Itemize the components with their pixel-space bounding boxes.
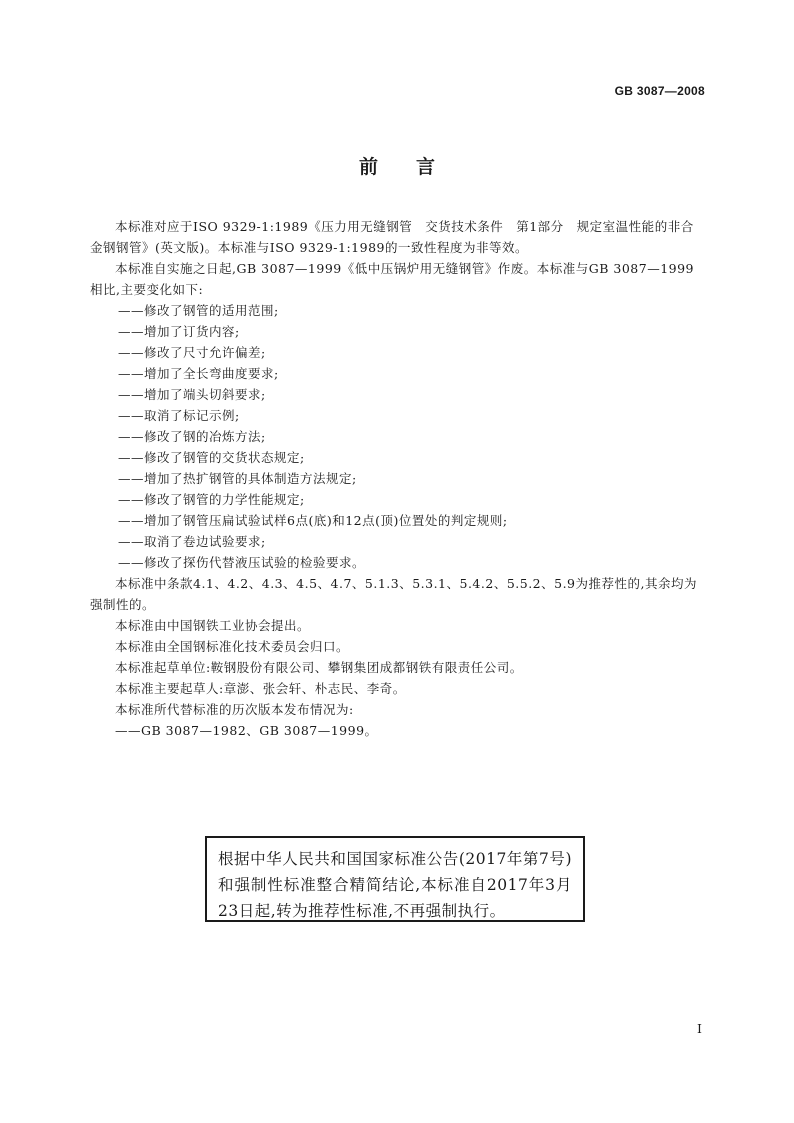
notice-box: 根据中华人民共和国国家标准公告(2017年第7号)和强制性标准整合精简结论,本标准自2017年3月23日起,转为推荐性标准,不再强制执行。 bbox=[205, 836, 585, 922]
preface-paragraph: 本标准自实施之日起,GB 3087—1999《低中压锅炉用无缝钢管》作废。本标准与GB 3087—1999相比,主要变化如下: bbox=[90, 261, 695, 297]
list-item: ——取消了卷边试验要求; bbox=[118, 534, 266, 549]
preface-paragraph: 本标准由中国钢铁工业协会提出。 bbox=[115, 618, 311, 633]
list-item: ——增加了热扩钢管的具体制造方法规定; bbox=[118, 471, 357, 486]
preface-paragraph: 本标准中条款4.1、4.2、4.3、4.5、4.7、5.1.3、5.3.1、5.4.2、5.5.2、5.9为推荐性的,其余均为强制性的。 bbox=[90, 576, 697, 612]
preface-paragraph: 本标准所代替标准的历次版本发布情况为: bbox=[115, 702, 354, 717]
list-item: ——修改了钢管的适用范围; bbox=[118, 303, 279, 318]
preface-paragraph: 本标准主要起草人:章澎、张会轩、朴志民、李奇。 bbox=[115, 681, 406, 696]
preface-paragraph: 本标准起草单位:鞍钢股份有限公司、攀钢集团成都钢铁有限责任公司。 bbox=[115, 660, 523, 675]
list-item: ——增加了钢管压扁试验试样6点(底)和12点(顶)位置处的判定规则; bbox=[118, 513, 508, 528]
list-item: ——修改了钢管的交货状态规定; bbox=[118, 450, 305, 465]
list-item: ——增加了订货内容; bbox=[118, 324, 240, 339]
list-item: ——修改了钢的冶炼方法; bbox=[118, 429, 266, 444]
page-title: 前言 bbox=[358, 156, 473, 178]
list-item: ——修改了探伤代替液压试验的检验要求。 bbox=[118, 555, 366, 570]
list-item: ——修改了钢管的力学性能规定; bbox=[118, 492, 305, 507]
standard-number: GB 3087—2008 bbox=[614, 84, 705, 98]
list-item: ——取消了标记示例; bbox=[118, 408, 240, 423]
list-item: ——增加了端头切斜要求; bbox=[118, 387, 266, 402]
preface-paragraph: 本标准由全国钢标准化技术委员会归口。 bbox=[115, 639, 350, 654]
page-number: I bbox=[697, 1021, 702, 1036]
preface-body bbox=[90, 216, 704, 741]
list-item: ——增加了全长弯曲度要求; bbox=[118, 366, 279, 381]
preface-paragraph: 本标准对应于ISO 9329-1:1989《压力用无缝钢管 交货技术条件 第1部分 规定室温性能的非合金钢钢管》(英文版)。本标准与ISO 9329-1:1989的一致性程度为非等效。 bbox=[90, 219, 694, 255]
preface-paragraph: ——GB 3087—1982、GB 3087—1999。 bbox=[115, 723, 378, 738]
changes-list bbox=[90, 300, 704, 573]
list-item: ——修改了尺寸允许偏差; bbox=[118, 345, 266, 360]
